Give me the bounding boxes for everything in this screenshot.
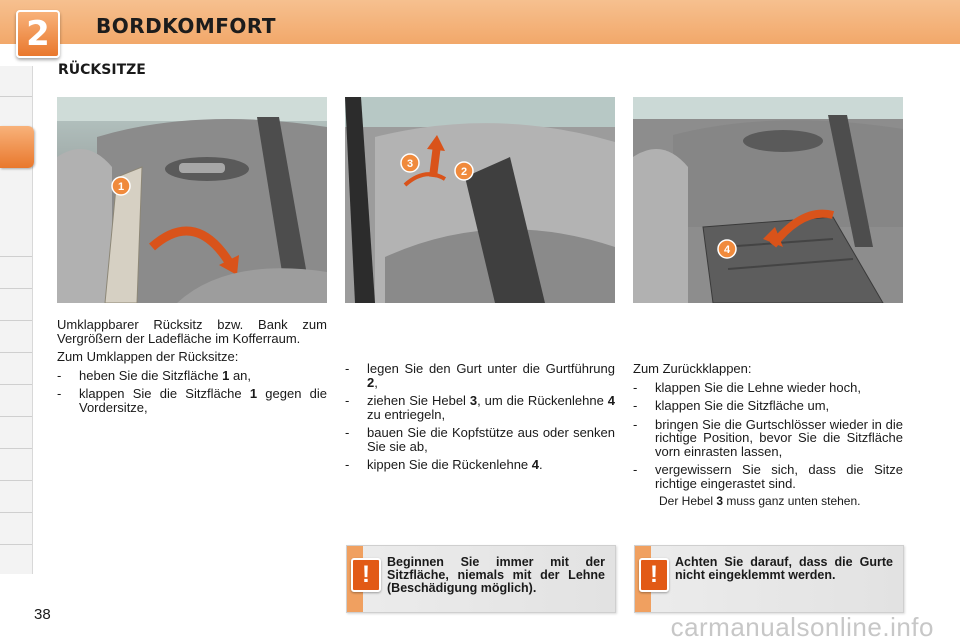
lever-note: Der Hebel 3 muss ganz unten stehen. — [659, 494, 861, 508]
warning-exclamation-icon: ! — [639, 558, 669, 592]
list-item: - kippen Sie die Rückenlehne 4. — [345, 457, 543, 472]
return-lead: Zum Zurückklappen: — [633, 361, 752, 376]
list-item: - bauen Sie die Kopfstütze aus oder senken Sie sie ab, — [345, 425, 615, 454]
intro-paragraph: Umklappbarer Rücksitz bzw. Bank zum Vergrößern der Ladefläche im Kofferraum. — [57, 317, 327, 346]
list-item: - bringen Sie die Gurtschlösser wieder in die richtige Position, bevor Sie die Sitzfläche vorn einrasten lassen, — [633, 416, 903, 459]
list-item: - klappen Sie die Lehne wieder hoch, — [633, 379, 861, 395]
callout-1: 1 — [117, 181, 125, 193]
warning-box-seat-order — [346, 545, 616, 613]
column-2-text — [345, 362, 615, 477]
callout-2: 2 — [460, 166, 468, 178]
list-item: - klappen Sie die Sitzfläche 1 gegen die Vordersitze, — [57, 386, 327, 415]
callout-3: 3 — [406, 158, 414, 170]
fold-lead: Zum Umklappen der Rücksitze: — [57, 349, 239, 364]
watermark: carmanualsonline.info — [670, 612, 934, 642]
chapter-title: BORDKOMFORT — [96, 14, 277, 38]
column-1-text — [57, 318, 327, 419]
figure-release-backrest — [345, 97, 615, 303]
chapter-number-badge: 2 — [16, 10, 60, 58]
list-item: - vergewissern Sie sich, dass die Sitze richtige eingerastet sind. — [633, 462, 903, 491]
list-item: - klappen Sie die Sitzfläche um, — [633, 398, 830, 413]
warning-text: Achten Sie darauf, dass die Gurte nicht eingeklemmt werden. — [675, 555, 893, 582]
list-item: - heben Sie die Sitzfläche 1 an, — [57, 367, 252, 383]
page-number: 38 — [34, 606, 51, 623]
release-steps-list — [345, 362, 615, 472]
list-item: - ziehen Sie Hebel 3, um die Rückenlehne 4 zu entriegeln, — [345, 393, 615, 422]
return-steps-list — [633, 381, 903, 491]
figure-fold-back-seat — [633, 97, 903, 303]
section-title: RÜCKSITZE — [58, 62, 146, 78]
active-chapter-tab[interactable] — [0, 126, 34, 168]
callout-4: 4 — [723, 244, 731, 256]
figure-fold-seat-cushion — [57, 97, 327, 303]
warning-exclamation-icon: ! — [351, 558, 381, 592]
column-3-text — [633, 362, 903, 509]
fold-steps-list — [57, 369, 327, 415]
warning-text: Beginnen Sie immer mit der Sitzfläche, niemals mit der Lehne (Beschädigung möglich). — [387, 555, 605, 595]
warning-box-belts — [634, 545, 904, 613]
list-item: - legen Sie den Gurt unter die Gurtführung 2, — [345, 361, 615, 390]
